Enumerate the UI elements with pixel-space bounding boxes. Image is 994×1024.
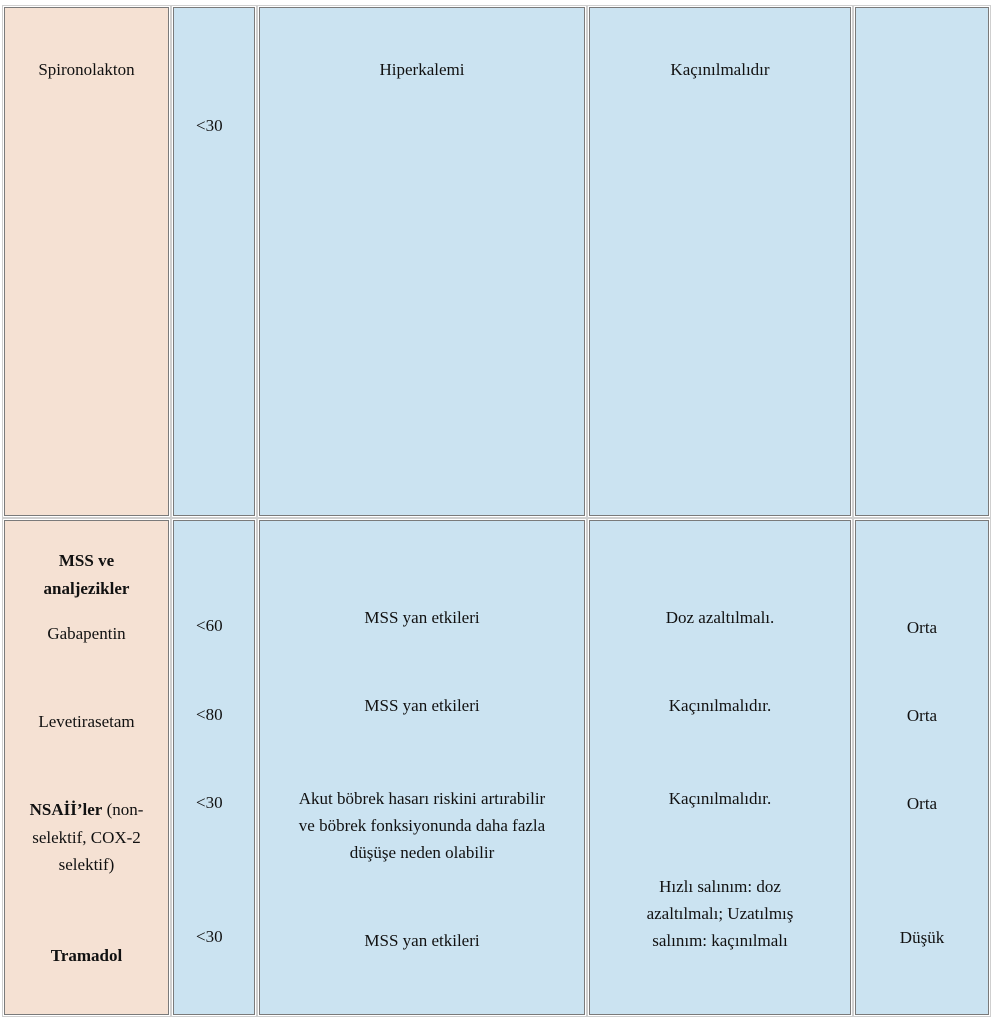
tramadol-recommendation-line3: salınım: kaçınılmalı [652,931,788,950]
levetirasetam-gfr: <80 [196,705,223,724]
levetirasetam-evidence: Orta [906,706,938,725]
spironolakton-effect: Hiperkalemi [379,60,465,79]
mss-group-heading-line1: MSS ve [58,551,115,570]
tramadol-effect: MSS yan etkileri [364,931,480,950]
levetirasetam-recommendation: Kaçınılmalıdır. [668,696,772,715]
spironolakton-gfr: <30 [196,116,223,135]
nsaii-effect-line1: Akut böbrek hasarı riskini artırabilir [298,789,546,808]
spironolakton-drug: Spironolakton [38,60,135,79]
tramadol-recommendation-line1: Hızlı salınım: doz [659,877,781,896]
gabapentin-evidence: Orta [906,618,938,637]
nsaii-recommendation: Kaçınılmalıdır. [668,789,772,808]
gabapentin-gfr: <60 [196,616,223,635]
tramadol-gfr: <30 [196,927,223,946]
gabapentin-drug: Gabapentin [47,624,126,643]
nsaii-effect-line3: düşüşe neden olabilir [349,843,495,862]
row1-recommendation-cell [589,7,851,516]
tramadol-evidence: Düşük [899,928,945,947]
tramadol-drug: Tramadol [50,946,123,965]
nsaii-gfr: <30 [196,793,223,812]
spironolakton-recommendation: Kaçınılmalıdır [670,60,770,79]
gabapentin-effect: MSS yan etkileri [364,608,480,627]
nsaii-drug-line3: selektif) [58,855,115,874]
levetirasetam-effect: MSS yan etkileri [364,696,480,715]
row1-drug-cell [4,7,169,516]
nsaii-effect-line2: ve böbrek fonksiyonunda daha fazla [298,816,546,835]
mss-group-heading-line2: analjezikler [43,579,130,598]
nsaii-evidence: Orta [906,794,938,813]
row1-evidence-cell [855,7,989,516]
tramadol-recommendation-line2: azaltılmalı; Uzatılmış [646,904,794,923]
row1-gfr-cell [173,7,255,516]
nsaii-drug-rest: (non- [102,800,144,819]
nsaii-drug-line2: selektif, COX-2 [32,828,141,847]
nsaii-drug-line1 [4,798,169,821]
levetirasetam-drug: Levetirasetam [38,712,135,731]
nsaii-drug-bold: NSAİİ’ler [29,800,103,819]
gabapentin-recommendation: Doz azaltılmalı. [665,608,775,627]
row1-effect-cell [259,7,585,516]
